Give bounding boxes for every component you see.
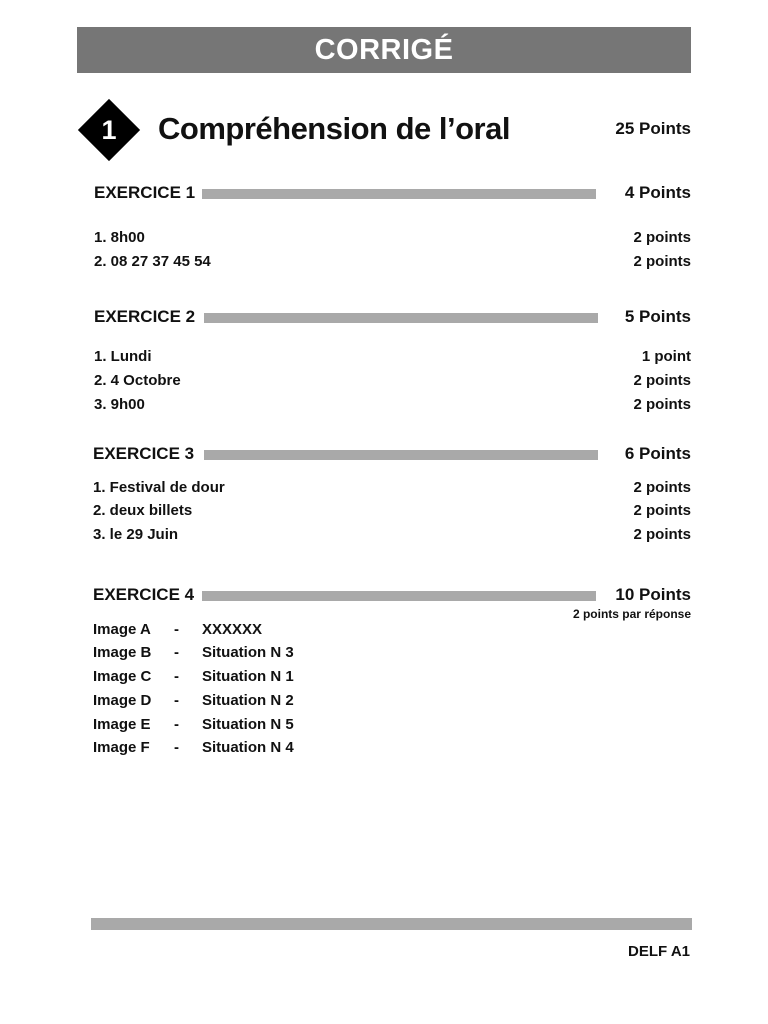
answer-points: 2 points (633, 479, 691, 496)
answer-row (0, 370, 768, 392)
image-label: Image E (93, 716, 151, 733)
situation-answer: Situation N 5 (202, 716, 294, 733)
matching-row (0, 690, 768, 712)
section-title: Compréhension de l’oral (158, 111, 510, 146)
image-label: Image A (93, 621, 151, 638)
section-number: 1 (101, 115, 117, 145)
answer-row (0, 394, 768, 416)
scoring-note: 2 points par réponse (572, 607, 691, 621)
exercise-points: 4 Points (624, 183, 691, 202)
answer-row (0, 500, 768, 522)
exercise-points: 5 Points (624, 307, 691, 326)
answer-text: 3. le 29 Juin (93, 526, 179, 543)
separator-dash: - (174, 692, 179, 709)
exercise-divider-bar (202, 591, 596, 601)
answer-row (0, 477, 768, 499)
exercise-points: 6 Points (624, 444, 691, 463)
answer-points: 2 points (633, 526, 691, 543)
situation-answer: Situation N 3 (202, 644, 294, 661)
exercise-3-header (0, 441, 768, 467)
separator-dash: - (174, 668, 179, 685)
answer-points: 2 points (633, 372, 691, 389)
matching-row (0, 642, 768, 664)
exercise-divider-bar (204, 450, 598, 460)
exercise-2-header (0, 304, 768, 330)
answer-points: 1 point (641, 348, 691, 365)
answer-text: 2. deux billets (93, 502, 193, 519)
exercise-title: EXERCICE 4 (93, 585, 195, 604)
answer-row (0, 251, 768, 273)
exercise-points: 10 Points (615, 585, 691, 604)
separator-dash: - (174, 739, 179, 756)
image-label: Image C (93, 668, 152, 685)
situation-answer: Situation N 2 (202, 692, 294, 709)
image-label: Image F (93, 739, 150, 756)
separator-dash: - (174, 644, 179, 661)
exercise-divider-bar (204, 313, 598, 323)
matching-row (0, 619, 768, 641)
exercise-divider-bar (202, 189, 596, 199)
situation-answer: XXXXXX (202, 621, 263, 638)
answer-text: 1. Festival de dour (93, 479, 225, 496)
matching-row (0, 714, 768, 736)
section-points: 25 Points (615, 119, 691, 138)
answer-row (0, 227, 768, 249)
footer-level-label: DELF A1 (628, 943, 690, 960)
answer-text: 3. 9h00 (94, 396, 145, 413)
situation-answer: Situation N 1 (202, 668, 294, 685)
corrige-banner: CORRIGÉ (77, 27, 691, 73)
exercise-1-header (0, 180, 768, 206)
situation-answer: Situation N 4 (202, 739, 294, 756)
matching-row (0, 666, 768, 688)
exercise-title: EXERCICE 2 (94, 307, 196, 326)
answer-row (0, 524, 768, 546)
answer-points: 2 points (633, 253, 691, 270)
answer-text: 1. 8h00 (94, 229, 145, 246)
answer-points: 2 points (633, 396, 691, 413)
image-label: Image D (93, 692, 152, 709)
separator-dash: - (174, 716, 179, 733)
answer-row (0, 346, 768, 368)
footer-divider-bar (91, 918, 692, 930)
answer-text: 1. Lundi (94, 348, 152, 365)
matching-row (0, 737, 768, 759)
image-label: Image B (93, 644, 152, 661)
answer-points: 2 points (633, 229, 691, 246)
answer-points: 2 points (633, 502, 691, 519)
exercise-title: EXERCICE 3 (93, 444, 195, 463)
answer-text: 2. 08 27 37 45 54 (94, 253, 211, 270)
exercise-title: EXERCICE 1 (94, 183, 196, 202)
answer-text: 2. 4 Octobre (94, 372, 181, 389)
separator-dash: - (174, 621, 179, 638)
